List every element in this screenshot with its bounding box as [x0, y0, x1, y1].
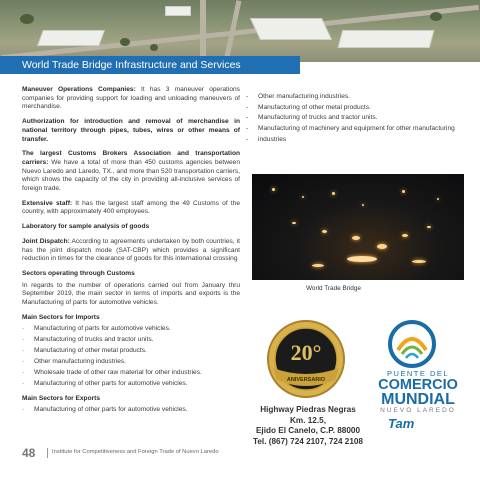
list-item: · Other manufacturing industries.: [22, 358, 240, 367]
paragraph-text: It has the largest staff among the 49 Customs of the country, with approximately 400 employees.: [22, 199, 240, 216]
imports-list: [22, 325, 240, 388]
night-bridge-photo: [252, 174, 464, 280]
paragraph-text: According to agreements undertaken by both countries, it has the joint dispatch mode (SAT-CBP) which provides a significant reduction in times for the clearance of goods for this international crossing: [22, 237, 241, 263]
paragraph-maneuver: [22, 86, 240, 112]
list-item: - Manufacturing of machinery and equipment for other manufacturing: [246, 125, 462, 134]
address-block: [246, 405, 370, 447]
list-item: - Other manufacturing industries.: [246, 93, 462, 102]
page-number: 48: [22, 446, 36, 460]
paragraph-joint-dispatch: [22, 238, 240, 264]
list-item: - Manufacturing of trucks and tractor units.: [246, 114, 462, 123]
medal-ribbon-text: ANIVERSARIO: [286, 377, 326, 383]
address-phone: Tel. (867) 724 2107, 724 2108: [252, 436, 363, 446]
list-item: · Manufacturing of trucks and tractor units.: [22, 336, 240, 345]
logo-line-puente: PUENTE DEL: [386, 369, 450, 378]
paragraph-heading: Laboratory for sample analysis of goods: [22, 223, 150, 231]
paragraph-laboratory: [22, 223, 240, 232]
right-list: [246, 93, 462, 145]
list-item: · Manufacturing of other parts for automotive vehicles.: [22, 380, 240, 389]
left-column: [22, 86, 240, 421]
logo-line-nuevo-laredo: NUEVO LAREDO: [380, 407, 456, 414]
paragraph-heading: Sectors operating through Customs: [22, 269, 135, 277]
paragraph-heading: Extensive staff:: [22, 199, 73, 207]
paragraph-text: We have a total of more than 450 customs agencies between Nuevo Laredo and Laredo, TX., and more than 520 transportation carriers, which shows the capacity of the city in providing all-inclusive services of foreign trade.: [22, 158, 240, 193]
tamaulipas-logo: Tam: [388, 416, 415, 431]
footer-divider: [47, 448, 48, 458]
list-item: · Wholesale trade of other raw material for other industries.: [22, 369, 240, 378]
list-item: · Manufacturing of parts for automotive vehicles.: [22, 325, 240, 334]
paragraph-heading: Authorization for introduction and removal of merchandise in national territory through pipes, tubes, wires or other means of transfer.: [22, 118, 240, 143]
exports-list: [22, 406, 240, 415]
paragraph-staff: [22, 200, 240, 217]
paragraph-sectors: [22, 270, 240, 279]
list-item: · Manufacturing of other metal products.: [22, 347, 240, 356]
list-item: - industries: [246, 136, 462, 145]
logo-line-mundial: MUNDIAL: [381, 391, 455, 408]
paragraph-heading: Joint Dispatch:: [22, 237, 70, 245]
section-banner: World Trade Bridge Infrastructure and Services: [0, 56, 300, 74]
paragraph-text: It has 3 maneuver operations companies for providing support for loading and unloading maneuvers of merchandise.: [22, 86, 240, 111]
address-line: Ejido El Canelo, C.P. 88000: [255, 426, 361, 435]
list-item: · Manufacturing of other parts for automotive vehicles.: [22, 406, 240, 415]
paragraph-text: In regards to the number of operations carried out from January thru September 2019, the main sector in terms of imports and exports is the Manufacturing of parts for automotive vehicles.: [22, 281, 240, 307]
aerial-photo: [0, 0, 480, 62]
address-line: Km. 12.5,: [290, 415, 326, 425]
right-column: [246, 93, 462, 147]
footer-text: Institute for Competitiveness and Foreign Trade of Nuevo Laredo: [52, 449, 219, 455]
exports-heading: Main Sectors for Exports: [22, 394, 101, 402]
paragraph-heading: The largest Customs Brokers Association and transportation carriers:: [22, 150, 240, 166]
list-item: - Manufacturing of other metal products.: [246, 104, 462, 113]
paragraph-authorization: [22, 118, 240, 144]
paragraph-brokers: [22, 150, 240, 194]
bridge-logo-icon: [388, 320, 436, 368]
photo-caption: World Trade Bridge: [306, 285, 361, 292]
paragraph-operations: [22, 282, 240, 308]
address-line: Highway Piedras Negras: [260, 405, 356, 414]
anniversary-medal: [265, 318, 347, 400]
imports-heading: Main Sectors for Imports: [22, 313, 100, 321]
logo-line-comercio: COMERCIO: [378, 377, 458, 393]
medal-number: 20°: [290, 340, 322, 365]
paragraph-heading: Maneuver Operations Companies:: [22, 86, 136, 93]
